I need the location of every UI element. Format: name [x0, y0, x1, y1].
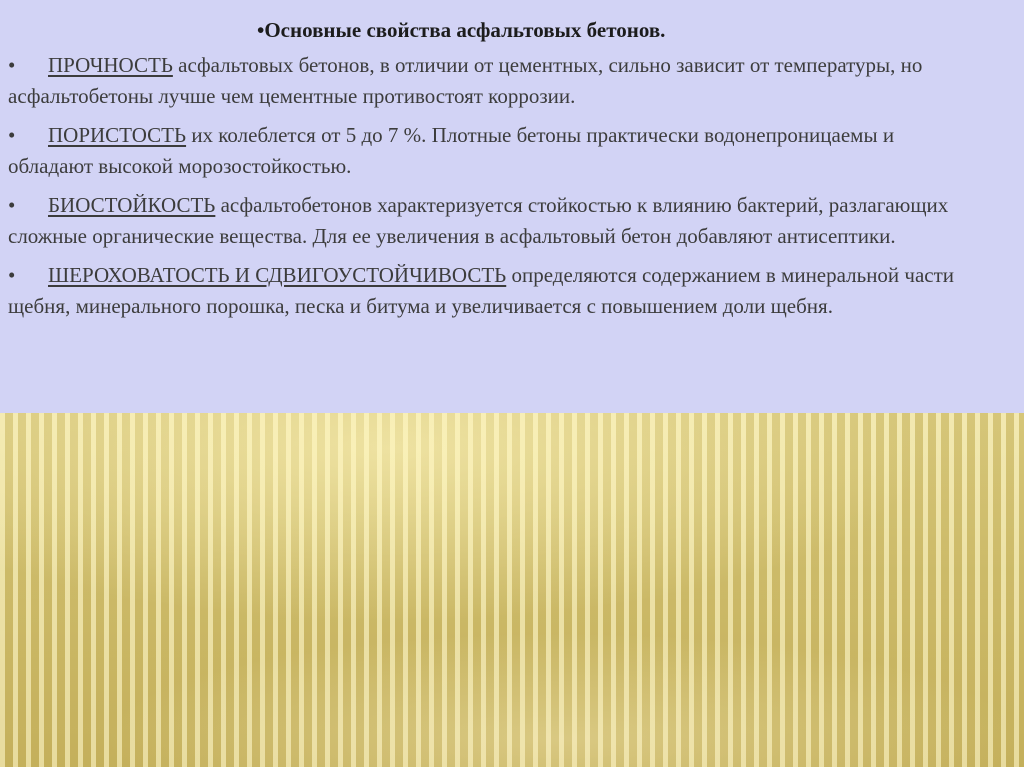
bullet: • [8, 123, 16, 147]
list-item-roughness [8, 260, 984, 322]
bullet: • [8, 53, 16, 77]
bullet: • [8, 193, 16, 217]
text-porosity: их колеблется от 5 до 7 %. Плотные бетоны практически водонепроницаемы и обладают высокой морозостойкостью. [8, 123, 895, 178]
term-porosity: ПОРИСТОСТЬ [48, 123, 187, 147]
bullet: • [8, 263, 16, 287]
term-strength: ПРОЧНОСТЬ [48, 53, 173, 77]
slide-title: •Основные свойства асфальтовых бетонов. [257, 18, 666, 42]
list-item-porosity [8, 120, 984, 182]
list-item-strength [8, 50, 984, 112]
text-roughness: определяются содержанием в минеральной части щебня, минерального порошка, песка и битума и увеличивается с повышением доли щебня. [8, 263, 955, 318]
text-biostability: асфальтобетонов характеризуется стойкостью к влиянию бактерий, разлагающих сложные органические вещества. Для ее увеличения в асфальтовый бетон добавляют антисептики. [8, 193, 949, 248]
text-strength: асфальтовых бетонов, в отличии от цементных, сильно зависит от температуры, но асфальтобетоны лучше чем цементные противостоят коррозии. [8, 53, 923, 108]
term-roughness: ШЕРОХОВАТОСТЬ И СДВИГОУСТОЙЧИВОСТЬ [48, 263, 507, 287]
term-biostability: БИОСТОЙКОСТЬ [48, 193, 216, 217]
striped-background [0, 413, 1024, 767]
list-item-biostability [8, 190, 984, 252]
